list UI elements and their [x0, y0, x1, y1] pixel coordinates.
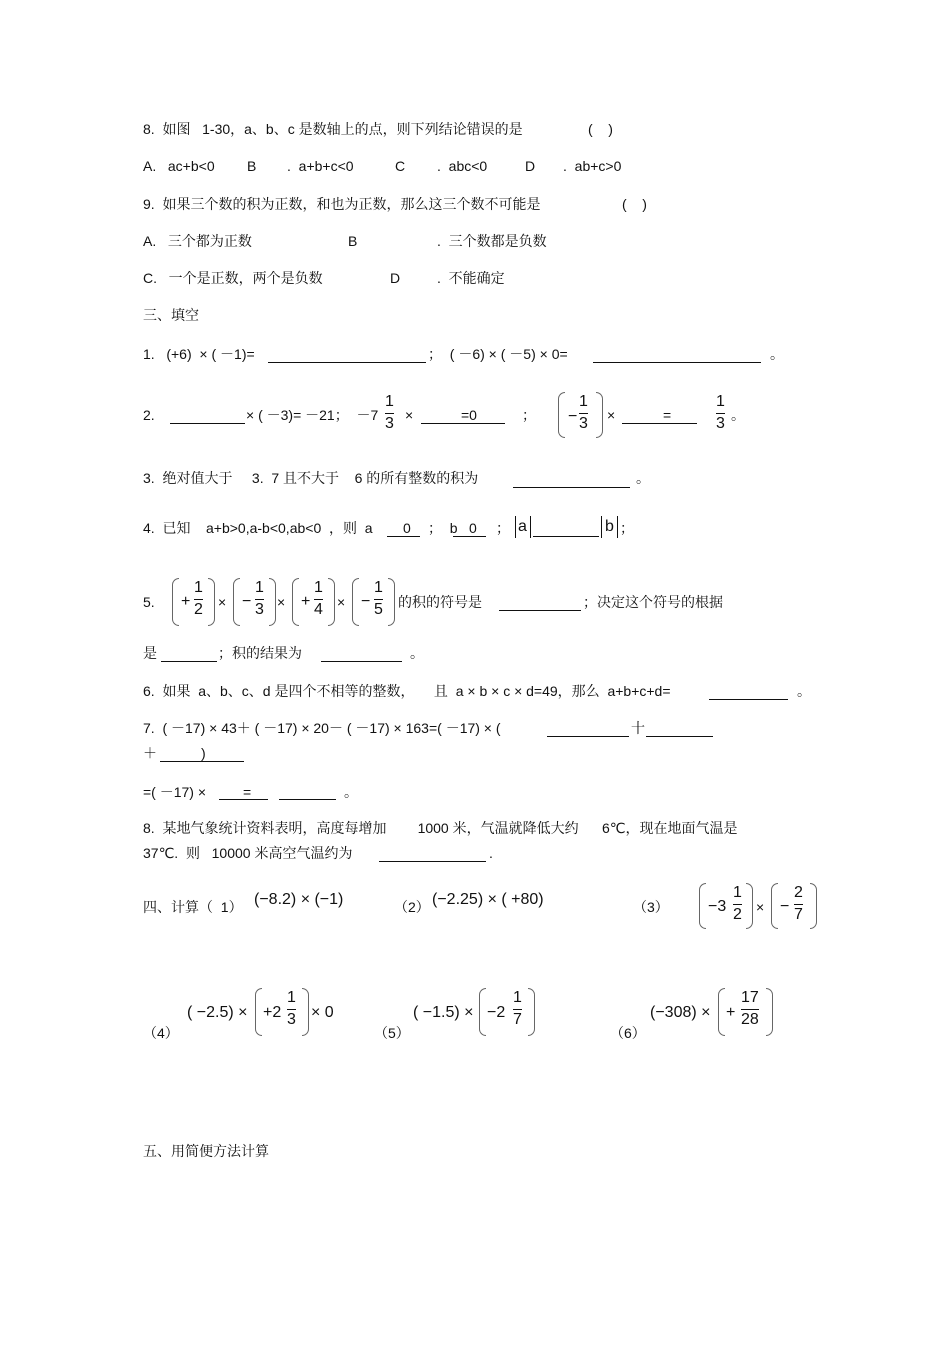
fill5-number: 5.	[143, 594, 155, 610]
fill5-blank-result[interactable]	[321, 661, 402, 662]
fraction-bar	[194, 599, 203, 600]
calc-4-part-a: ( −2.5) ×	[187, 1004, 248, 1021]
fill8-line-2: 37℃. 则 10000 米高空气温约为	[143, 845, 353, 861]
q9-option-b-letter: B	[348, 233, 358, 249]
fraction-bar	[513, 1009, 522, 1010]
calc-4-part-b: × 0	[311, 1004, 334, 1021]
fill7-line-3: =( －17) ×	[143, 784, 207, 800]
fill4-abs-b: b	[605, 518, 614, 535]
fraction-denominator: 3	[287, 1010, 296, 1028]
calc-3-times: ×	[756, 899, 765, 915]
fill6-end: 。	[797, 683, 811, 699]
fraction-bar	[579, 413, 588, 414]
fill2-times: ×	[405, 407, 414, 423]
fraction-denominator: 7	[513, 1010, 522, 1028]
left-paren	[718, 988, 725, 1036]
calc-5-whole: −2	[487, 1004, 506, 1021]
section-5-heading: 五、用简便方法计算	[143, 1143, 269, 1159]
calc-1-expression: (−8.2) × (−1)	[254, 891, 344, 908]
left-paren	[233, 578, 240, 626]
fill4-blank-b[interactable]	[453, 536, 486, 537]
right-paren	[596, 392, 603, 438]
section-3-heading: 三、填空	[143, 307, 199, 323]
right-paren	[810, 883, 817, 929]
fill6-blank[interactable]	[709, 699, 788, 700]
calc-4-fraction	[287, 990, 296, 1029]
section-4-heading: 四、计算（ 1）	[143, 899, 243, 915]
fill5-sign-2: −	[242, 593, 252, 610]
fill5-fraction-3	[314, 580, 323, 619]
fraction-bar	[374, 599, 383, 600]
fill4-a-value: 0	[403, 520, 411, 536]
fraction-numerator: 1	[314, 579, 323, 596]
fraction-denominator: 2	[194, 600, 203, 618]
fill4-text: 4. 已知 a+b>0,a-b<0,ab<0 ，则 a	[143, 520, 373, 536]
q8-option-d: . ab+c>0	[563, 158, 622, 174]
fraction-numerator: 1	[579, 393, 588, 410]
q8-option-a: A. ac+b<0	[143, 158, 215, 174]
left-paren	[255, 988, 262, 1036]
q9-option-a: A. 三个都为正数	[143, 233, 252, 249]
calc-6-fraction	[741, 990, 759, 1029]
fill8-end: .	[489, 845, 493, 861]
right-paren	[746, 883, 753, 929]
abs-bar	[515, 516, 516, 538]
fill5-blank-sign[interactable]	[499, 610, 581, 611]
left-paren	[771, 883, 778, 929]
fill2-separator: ；	[522, 407, 536, 423]
fill5-times-1: ×	[218, 594, 227, 610]
fill4-b-value: 0	[469, 520, 477, 536]
left-paren	[558, 392, 565, 438]
fill4-blank-a[interactable]	[387, 536, 420, 537]
fill7-equals: =	[243, 784, 252, 800]
fill2-fraction-2	[579, 394, 588, 433]
q8-text: 8. 如图 1-30，a、b、c 是数轴上的点，则下列结论错误的是	[143, 121, 523, 137]
fill5-times-3: ×	[337, 594, 346, 610]
fill3-blank[interactable]	[513, 487, 630, 488]
calc-5-label: （5）	[374, 1025, 410, 1041]
fill5-fraction-1	[194, 580, 203, 619]
fill1-part-a: 1. (+6) × ( －1)=	[143, 346, 255, 362]
abs-bar	[601, 516, 602, 538]
fill3-text: 3. 绝对值大于 3. 7 且不大于 6 的所有整数的积为	[143, 470, 479, 486]
fraction-bar	[385, 413, 394, 414]
fraction-bar	[794, 904, 803, 905]
calc-6-part-a: (−308) ×	[650, 1004, 711, 1021]
fraction-denominator: 3	[255, 600, 264, 618]
fraction-denominator: 28	[741, 1010, 759, 1028]
fraction-denominator: 3	[579, 414, 588, 432]
calc-6-label: （6）	[610, 1025, 646, 1041]
abs-bar	[617, 516, 618, 538]
fill1-part-b: ； ( －6) × ( －5) × 0=	[428, 346, 568, 362]
fraction-numerator: 1	[194, 579, 203, 596]
fill5-blank-reason[interactable]	[161, 661, 217, 662]
q8-option-c-letter: C	[395, 158, 406, 174]
left-paren	[292, 578, 299, 626]
fill7-end: 。	[344, 784, 358, 800]
q9-option-d-letter: D	[390, 270, 401, 286]
abs-bar	[530, 516, 531, 538]
fill7-blank-5[interactable]	[279, 799, 336, 800]
fill5b-middle: ；积的结果为	[218, 645, 302, 661]
fraction-denominator: 5	[374, 600, 383, 618]
calc-5-part-a: ( −1.5) ×	[413, 1004, 474, 1021]
fill5-fraction-4	[374, 580, 383, 619]
fraction-numerator: 2	[794, 884, 803, 901]
right-paren	[388, 578, 395, 626]
fill1-blank-2[interactable]	[593, 362, 761, 363]
fill5-times-2: ×	[277, 594, 286, 610]
fill4-blank-compare[interactable]	[533, 536, 599, 537]
q8-answer-paren: ( )	[588, 121, 613, 137]
fill2-blank-1[interactable]	[170, 423, 245, 424]
fill2-blank-3[interactable]	[622, 423, 697, 424]
calc-2-label: （2）	[394, 899, 430, 915]
right-paren	[328, 578, 335, 626]
fill7-close-paren: )	[201, 745, 206, 761]
q9-option-b: . 三个数都是负数	[437, 233, 547, 249]
left-paren	[352, 578, 359, 626]
fraction-denominator: 3	[385, 414, 394, 432]
calc-3-minus: −	[780, 898, 790, 915]
q8-option-b-letter: B	[247, 158, 257, 174]
fill2-blank-2[interactable]	[421, 423, 505, 424]
q8-option-d-letter: D	[525, 158, 536, 174]
calc-3-fraction-1	[733, 885, 742, 924]
fill7-blank-3[interactable]	[160, 761, 244, 762]
fraction-numerator: 1	[385, 393, 394, 410]
right-paren	[766, 988, 773, 1036]
right-paren	[208, 578, 215, 626]
fraction-denominator: 7	[794, 905, 803, 923]
fill2-times-2: ×	[607, 407, 616, 423]
fill5-tail: 的积的符号是	[398, 594, 482, 610]
fill8-line-1: 8. 某地气象统计资料表明，高度每增加 1000 米，气温就降低大约 6℃，现在地面气温是	[143, 820, 738, 836]
calc-5-fraction	[513, 990, 522, 1029]
fill7-text: 7. ( －17) × 43＋ ( －17) × 20－ ( －17) × 163=( －17) × (	[143, 720, 501, 736]
calc-2-expression: (−2.25) × ( +80)	[432, 891, 544, 908]
calc-4-label: （4）	[143, 1025, 179, 1041]
calc-3-whole: −3	[708, 898, 727, 915]
calc-3-label: （3）	[633, 899, 669, 915]
q8-option-b: . a+b+c<0	[287, 158, 354, 174]
q8-option-c: . abc<0	[437, 158, 488, 174]
right-paren	[302, 988, 309, 1036]
fill5-sign-1: +	[181, 593, 191, 610]
fill7-plus-2: ＋	[143, 745, 157, 761]
fill5-sign-4: −	[361, 593, 371, 610]
fill1-blank-1[interactable]	[268, 362, 426, 363]
fill3-end: 。	[636, 470, 650, 486]
fraction-numerator: 1	[716, 393, 725, 410]
fill2-part-a: × ( －3)= －21； －7	[246, 407, 379, 423]
fraction-numerator: 1	[255, 579, 264, 596]
fraction-bar	[314, 599, 323, 600]
fill4-separator: ；	[496, 520, 510, 536]
fraction-bar	[255, 599, 264, 600]
q9-text: 9. 如果三个数的积为正数，和也为正数，那么这三个数不可能是	[143, 196, 541, 212]
fill5b-prefix: 是	[143, 645, 157, 661]
fill4-abs-a: a	[518, 518, 527, 535]
fraction-numerator: 1	[287, 989, 296, 1006]
fill8-blank[interactable]	[379, 861, 486, 862]
fill2-end: 。	[731, 407, 745, 423]
fraction-bar	[287, 1009, 296, 1010]
fill7-blank-1[interactable]	[547, 736, 629, 737]
right-paren	[528, 988, 535, 1036]
fraction-numerator: 1	[733, 884, 742, 901]
calc-4-whole: +2	[263, 1004, 282, 1021]
fill2-equals-zero: =0	[461, 407, 477, 423]
fill6-text: 6. 如果 a、b、c、d 是四个不相等的整数， 且 a × b × c × d=49，那么 a+b+c+d=	[143, 683, 671, 699]
fill2-fraction-3	[716, 394, 725, 433]
fraction-numerator: 17	[741, 989, 759, 1006]
fill2-minus: −	[568, 408, 578, 425]
fraction-bar	[716, 413, 725, 414]
fill2-equals: =	[663, 407, 672, 423]
fill5-fraction-2	[255, 580, 264, 619]
fill7-blank-2[interactable]	[646, 736, 713, 737]
fill5b-end: 。	[410, 645, 424, 661]
fraction-numerator: 1	[513, 989, 522, 1006]
left-paren	[699, 883, 706, 929]
fraction-bar	[733, 904, 742, 905]
calc-6-sign: +	[726, 1004, 736, 1021]
q9-option-d: . 不能确定	[437, 270, 505, 286]
left-paren	[172, 578, 179, 626]
fill4-end: ；	[620, 520, 634, 536]
left-paren	[479, 988, 486, 1036]
fill1-end: 。	[770, 346, 784, 362]
fill5-tail-2: ；决定这个符号的根据	[583, 594, 723, 610]
fraction-denominator: 2	[733, 905, 742, 923]
calc-3-fraction-2	[794, 885, 803, 924]
q9-option-c: C. 一个是正数，两个是负数	[143, 270, 323, 286]
fill2-number: 2.	[143, 407, 155, 423]
fill5-sign-3: +	[301, 593, 311, 610]
fill7-plus: 十	[631, 720, 645, 736]
fraction-numerator: 1	[374, 579, 383, 596]
right-paren	[269, 578, 276, 626]
fraction-bar	[741, 1009, 759, 1010]
fill4-part-b: ； b	[428, 520, 458, 536]
q9-answer-paren: ( )	[622, 196, 647, 212]
fill2-fraction-1	[385, 394, 394, 433]
fraction-denominator: 3	[716, 414, 725, 432]
fraction-denominator: 4	[314, 600, 323, 618]
